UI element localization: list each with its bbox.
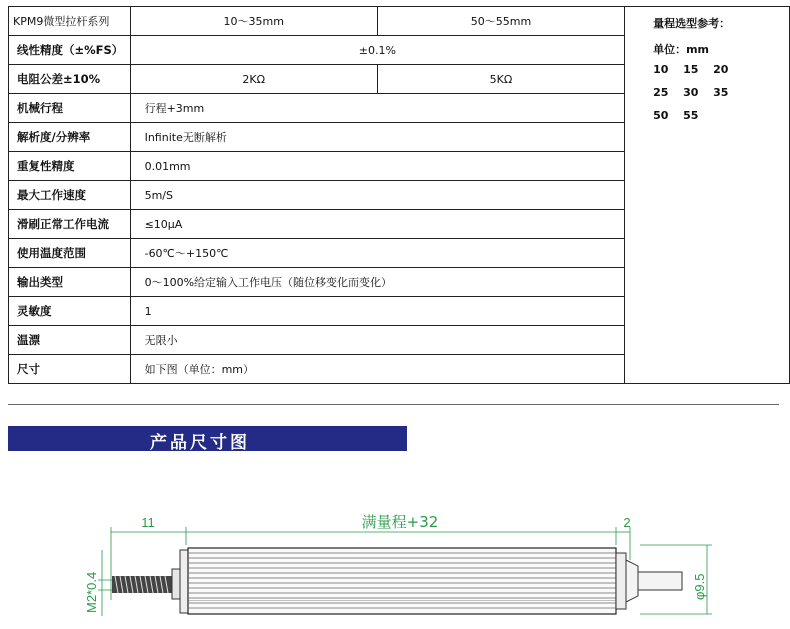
row-value: ≤10μA (130, 210, 625, 239)
row-value: 行程+3mm (130, 94, 625, 123)
range-value: 35 (713, 86, 729, 99)
row-value: 0～100%给定输入工作电压（随位移变化而变化） (130, 268, 625, 297)
row-value: Infinite无断解析 (130, 123, 625, 152)
range-value: 20 (713, 63, 729, 76)
banner-title: 产品尺寸图 (150, 433, 250, 453)
dim-left-label: 11 (141, 515, 155, 530)
range-header-1: 10～35mm (130, 7, 377, 36)
dim-dia-label: φ9.5 (692, 573, 707, 600)
dim-thread-label: M2*0.4 (84, 571, 99, 613)
range-header-2: 50～55mm (377, 7, 624, 36)
range-value: 30 (683, 86, 699, 99)
row-value: 0.01mm (130, 152, 625, 181)
threaded-rod (112, 576, 172, 593)
range-value: 10 (653, 63, 669, 76)
row-label: 输出类型 (9, 268, 131, 297)
row-value: 如下图（单位：mm） (130, 355, 625, 384)
resistance-value-2: 5KΩ (377, 65, 624, 94)
row-label: 尺寸 (9, 355, 131, 384)
row-label: 使用温度范围 (9, 239, 131, 268)
pull-rod (638, 572, 682, 590)
end-cap (180, 550, 188, 613)
range-value: 50 (653, 109, 669, 122)
row-value: 5m/S (130, 181, 625, 210)
dim-right-label: 2 (623, 515, 631, 530)
range-value: 55 (683, 109, 699, 122)
dim-full-label: 满量程+32 (361, 513, 439, 531)
right-collar (616, 553, 626, 609)
linearity-label: 线性精度（±%FS） (9, 36, 131, 65)
row-label: 最大工作速度 (9, 181, 131, 210)
row-label: 机械行程 (9, 94, 131, 123)
row-label: 重复性精度 (9, 152, 131, 181)
range-panel-title: 量程选型参考： (653, 17, 731, 30)
row-label: 解析度/分辨率 (9, 123, 131, 152)
row-label: 温漂 (9, 326, 131, 355)
hex-nut (172, 569, 180, 599)
range-panel-unit: 单位：mm (653, 43, 710, 56)
resistance-value-1: 2KΩ (130, 65, 377, 94)
end-taper (626, 560, 638, 602)
linearity-value: ±0.1% (130, 36, 625, 65)
range-value: 15 (683, 63, 699, 76)
resistance-label: 电阻公差±10% (9, 65, 131, 94)
row-value: 1 (130, 297, 625, 326)
series-label: KPM9微型拉杆系列 (9, 7, 131, 36)
row-value: 无限小 (130, 326, 625, 355)
row-label: 滑刷正常工作电流 (9, 210, 131, 239)
range-value: 25 (653, 86, 669, 99)
row-value: -60℃～+150℃ (130, 239, 625, 268)
row-label: 灵敏度 (9, 297, 131, 326)
